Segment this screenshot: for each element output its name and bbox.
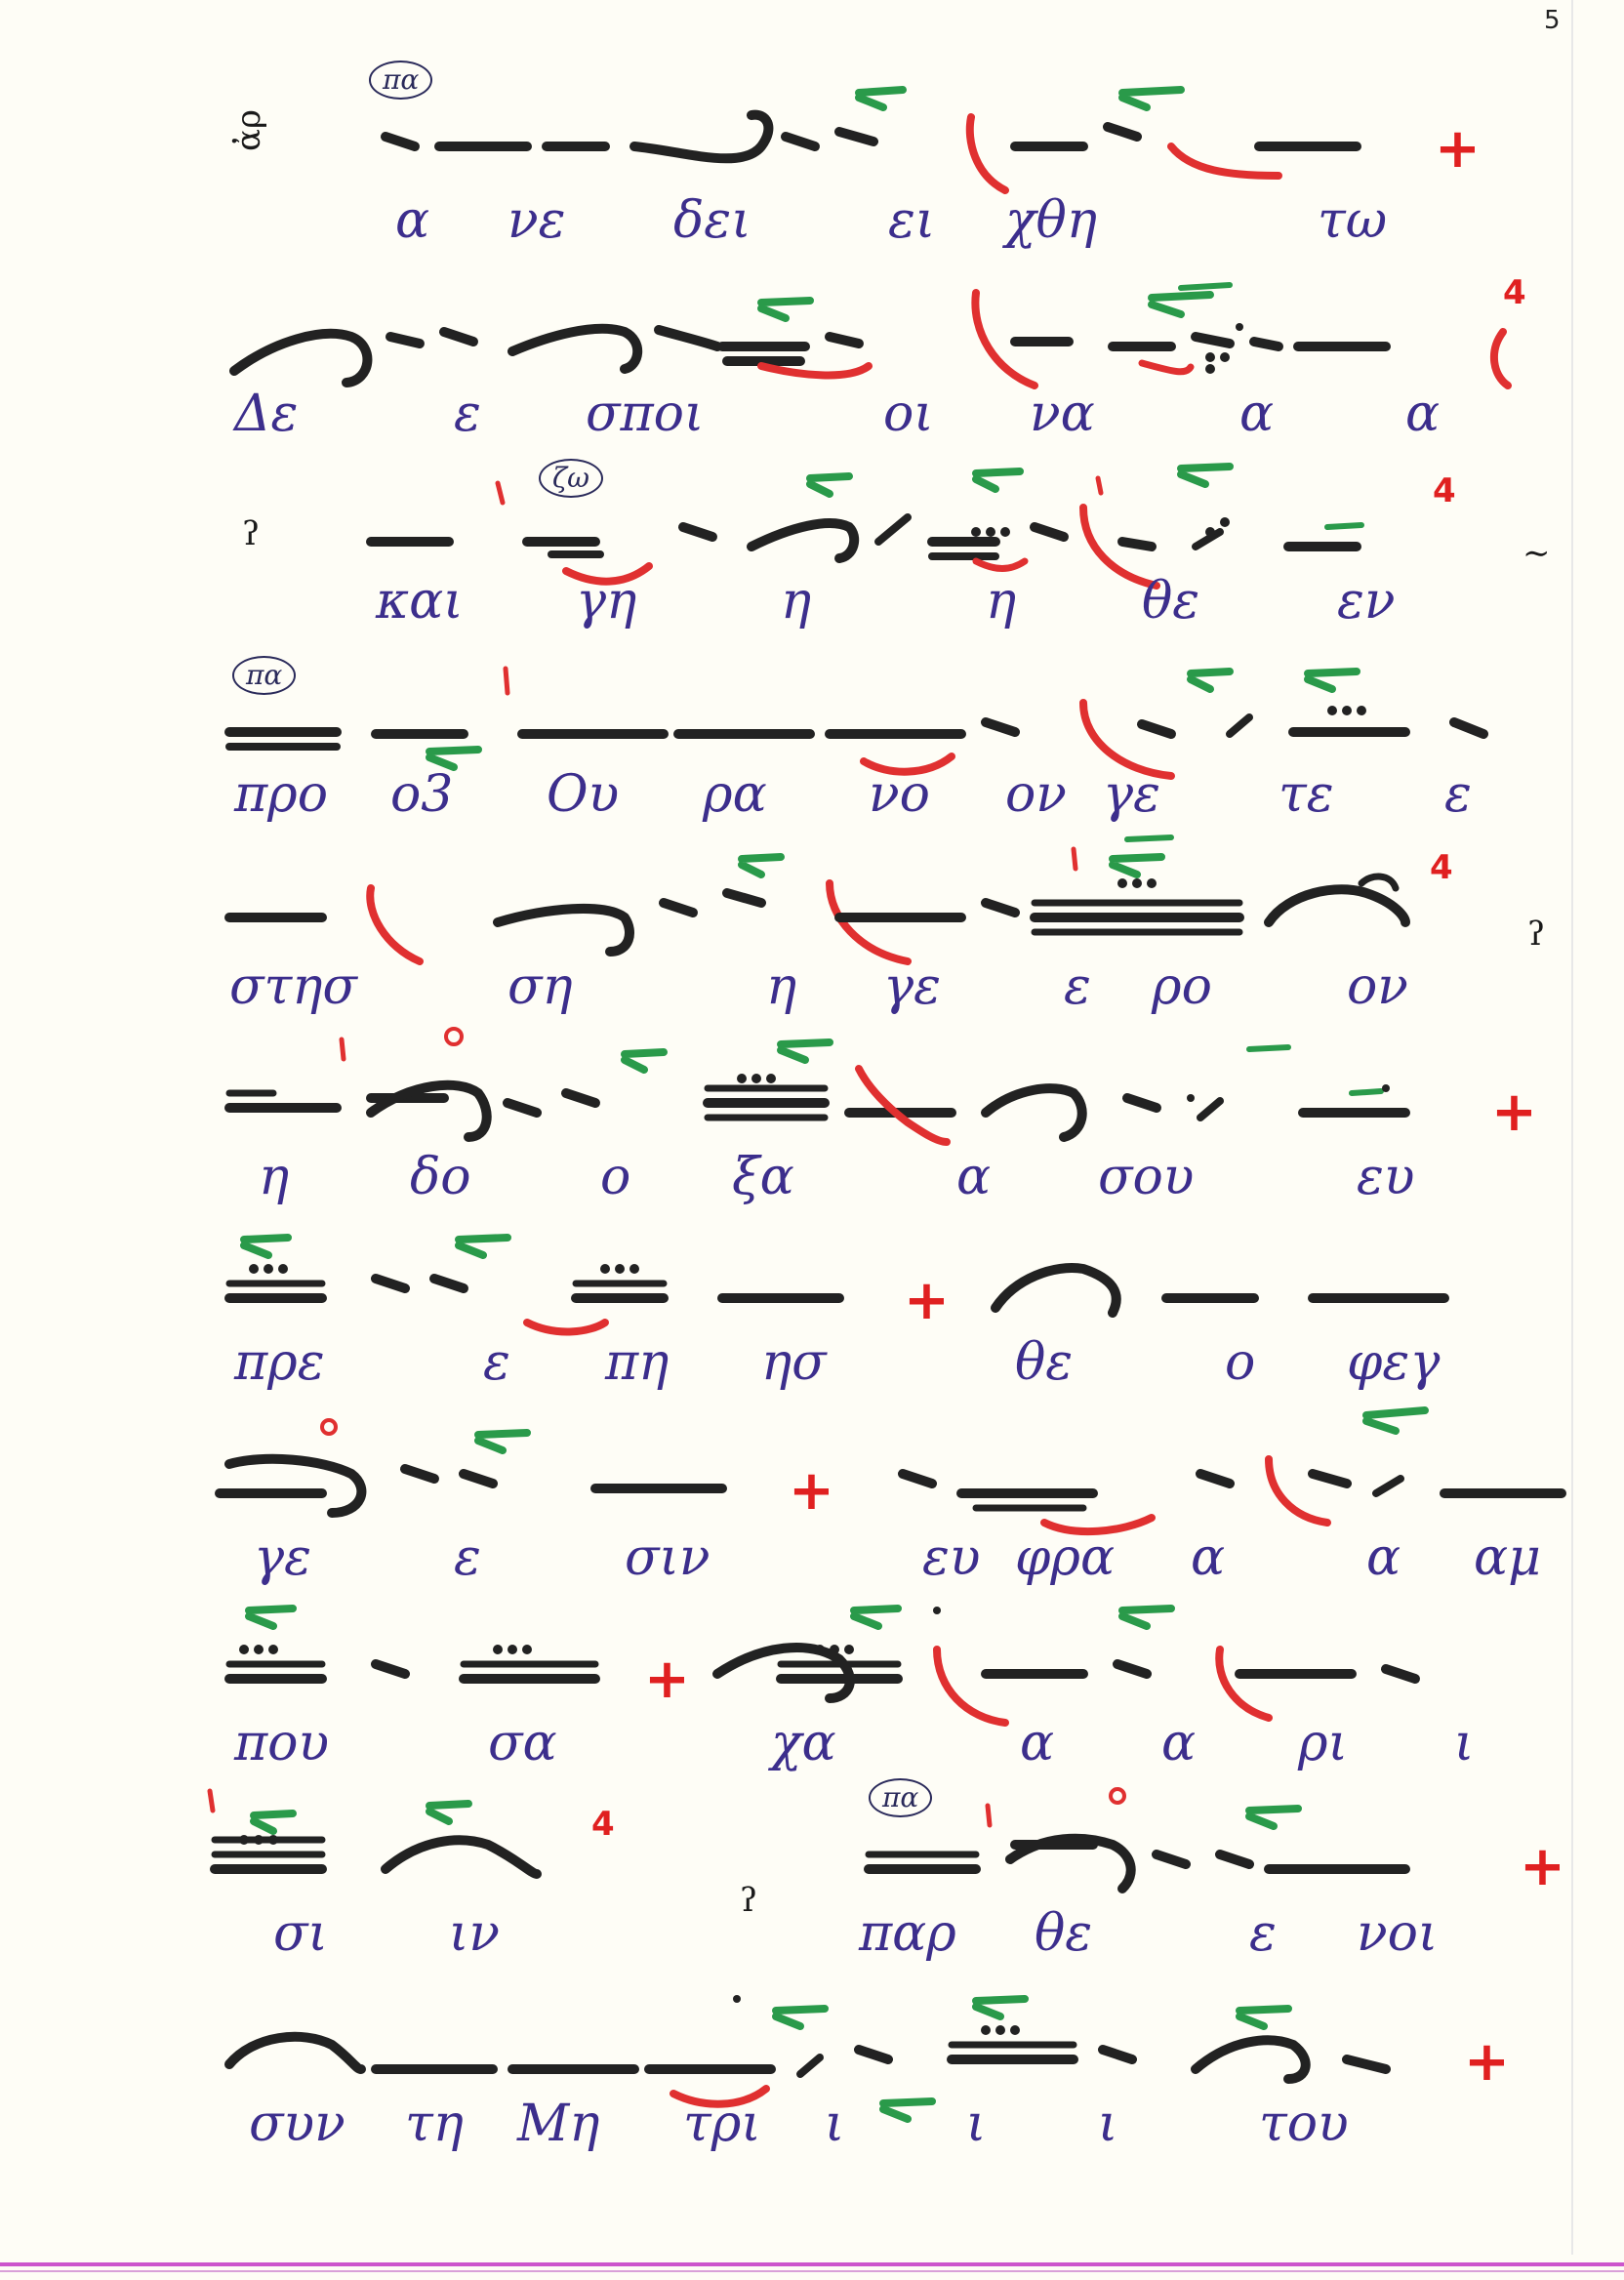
four-mark-line10: 4	[591, 1805, 615, 1844]
syllable: ση	[508, 957, 573, 1016]
syllable: χα	[771, 1714, 836, 1772]
syllable: σιν	[625, 1528, 710, 1587]
syllable: ει	[888, 191, 936, 250]
bottom-border-secondary	[0, 2270, 1624, 2272]
cross-mark-line8: +	[789, 1459, 834, 1523]
neume-line-3	[371, 467, 1361, 586]
syllable: ο	[600, 1148, 631, 1206]
syllable: α	[1239, 385, 1275, 443]
syllable: α	[1020, 1714, 1055, 1772]
cross-mark-line1: +	[1435, 117, 1481, 181]
syllable: σα	[488, 1714, 557, 1772]
syllable: γε	[1103, 765, 1160, 824]
syllable: δο	[410, 1148, 471, 1206]
four-mark-line5: 4	[1430, 848, 1453, 887]
syllable: α	[1366, 1528, 1401, 1587]
syllable: εν	[1337, 572, 1396, 631]
martyria-mark-3-right: ∼	[1522, 534, 1551, 573]
syllable: ξα	[732, 1148, 794, 1206]
syllable: γε	[883, 957, 941, 1016]
syllable: ε	[1249, 1904, 1277, 1963]
syllable: νο	[869, 765, 930, 824]
syllable: γη	[576, 572, 637, 631]
syllable: ι	[1454, 1714, 1475, 1772]
syllable: α	[395, 191, 430, 250]
syllable: α	[1161, 1714, 1197, 1772]
cross-mark-line10: +	[1520, 1835, 1565, 1898]
syllable: τρι	[683, 2095, 761, 2153]
syllable: ι	[1098, 2095, 1118, 2153]
four-mark-line3: 4	[1433, 471, 1456, 510]
syllable: θε	[1015, 1333, 1074, 1392]
syllable: τω	[1318, 191, 1388, 250]
four-mark-line2: 4	[1503, 273, 1526, 312]
syllable: θε	[1142, 572, 1200, 631]
syllable: η	[781, 572, 812, 631]
neume-line-1	[386, 90, 1357, 190]
neume-line-4	[229, 669, 1483, 776]
syllable: χθη	[1005, 191, 1097, 250]
syllable: α	[956, 1148, 992, 1206]
syllable: νοι	[1357, 1904, 1439, 1963]
syllable: ι	[825, 2095, 845, 2153]
syllable: πρε	[234, 1333, 325, 1392]
syllable: ρα	[703, 765, 767, 824]
syllable: συν	[249, 2095, 345, 2153]
syllable: γε	[254, 1528, 311, 1587]
syllable: ι	[966, 2095, 987, 2153]
syllable: ιν	[449, 1904, 500, 1963]
syllable: φρα	[1015, 1528, 1116, 1587]
syllable: ο	[1225, 1333, 1256, 1392]
syllable: Δε	[234, 385, 299, 443]
neume-line-2	[234, 285, 1508, 386]
syllable: σου	[1098, 1148, 1195, 1206]
martyria-mark-3: ʔ	[242, 514, 261, 553]
syllable: και	[376, 572, 464, 631]
syllable: ε	[1064, 957, 1091, 1016]
syllable: τη	[405, 2095, 464, 2153]
syllable: ο3	[390, 765, 454, 824]
syllable: α	[1405, 385, 1441, 443]
syllable: που	[234, 1714, 330, 1772]
syllable: η	[986, 572, 1017, 631]
neume-line-7	[229, 1238, 1444, 1331]
syllable: ησ	[761, 1333, 827, 1392]
syllable: θε	[1035, 1904, 1093, 1963]
martyria-mark-5: ʔ	[1527, 915, 1546, 954]
syllable: η	[259, 1148, 290, 1206]
syllable: να	[1030, 385, 1095, 443]
neume-line-5	[229, 837, 1405, 961]
syllable: η	[766, 957, 797, 1016]
syllable: α	[1191, 1528, 1226, 1587]
syllable: τε	[1279, 765, 1334, 824]
syllable: του	[1259, 2095, 1349, 2153]
syllable: ε	[1444, 765, 1472, 824]
cross-mark-line11: +	[1464, 2030, 1510, 2094]
neume-line-9	[229, 1608, 1415, 1723]
syllable: ευ	[1357, 1148, 1415, 1206]
bottom-border	[0, 2262, 1624, 2266]
circled-signature-line10: πα	[869, 1778, 932, 1817]
cross-mark-line7a: +	[904, 1269, 950, 1332]
syllable: πη	[605, 1333, 670, 1392]
circled-signature-line3: ζω	[539, 459, 603, 498]
syllable: ε	[483, 1333, 510, 1392]
cross-mark-line6: +	[1491, 1080, 1537, 1144]
syllable: σποι	[586, 385, 705, 443]
syllable: ον	[1347, 957, 1408, 1016]
neume-line-11	[229, 1999, 1386, 2119]
syllable: Ου	[547, 765, 620, 824]
syllable: στησ	[229, 957, 357, 1016]
circled-signature-line1: πα	[369, 61, 432, 100]
martyria-mark-10: ʔ	[740, 1881, 758, 1920]
cross-mark-line9: +	[644, 1648, 690, 1711]
neume-line-10	[210, 1789, 1405, 1889]
syllable: Μη	[517, 2095, 600, 2153]
neume-line-6	[229, 1029, 1405, 1142]
syllable: οι	[883, 385, 934, 443]
syllable: αμ	[1474, 1528, 1541, 1587]
syllable: ευ	[922, 1528, 981, 1587]
syllable: προ	[234, 765, 329, 824]
syllable: ε	[454, 1528, 481, 1587]
syllable: φεγ	[1347, 1333, 1441, 1392]
martyria-start-1	[229, 109, 268, 151]
syllable: σι	[273, 1904, 328, 1963]
neume-line-8	[220, 1410, 1562, 1531]
syllable: ον	[1005, 765, 1067, 824]
syllable: παρ	[859, 1904, 956, 1963]
page-number: 5	[1544, 6, 1561, 35]
syllable: ρο	[1152, 957, 1212, 1016]
circled-signature-line4: πα	[232, 656, 296, 695]
syllable: ε	[454, 385, 481, 443]
martyria-text: ἀρ	[229, 109, 268, 151]
syllable: νε	[508, 191, 566, 250]
syllable: ρι	[1298, 1714, 1348, 1772]
syllable: δει	[673, 191, 751, 250]
